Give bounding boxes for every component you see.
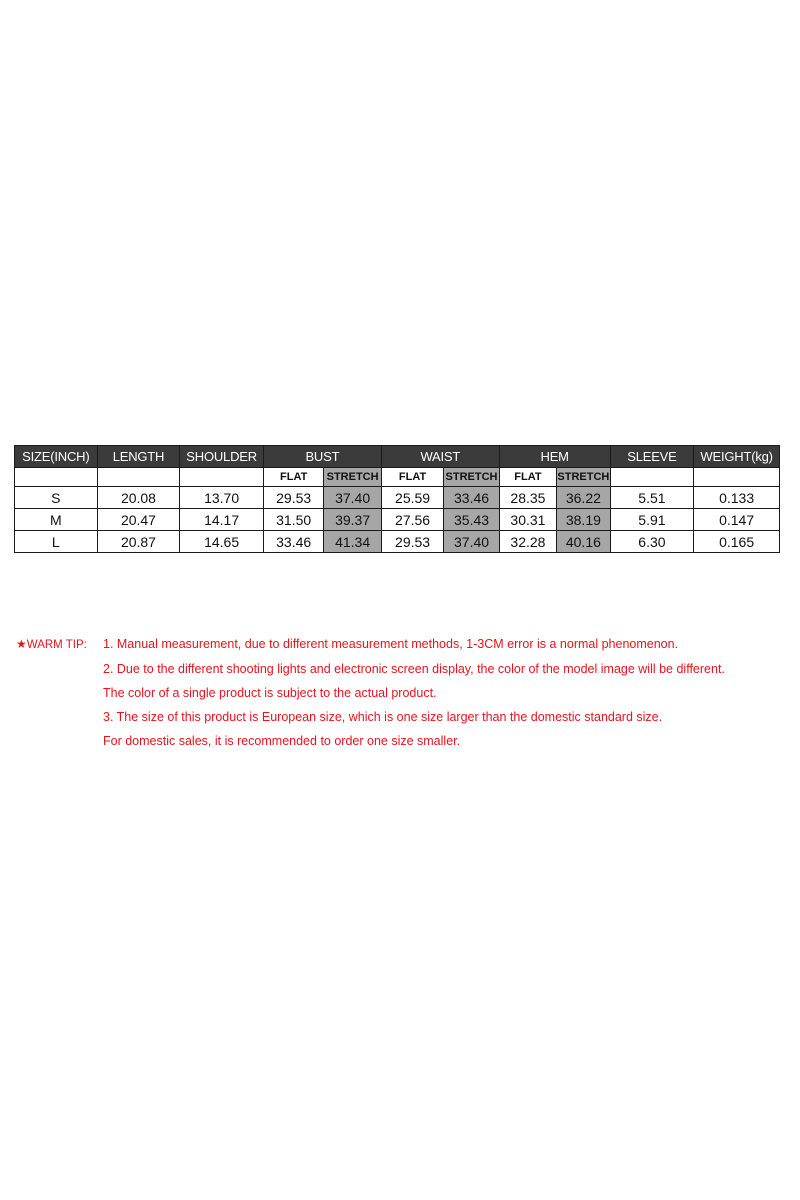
table-row <box>15 509 780 531</box>
subheader-waist-stretch: STRETCH <box>444 468 499 487</box>
subheader-hem-flat: FLAT <box>499 468 556 487</box>
header-shoulder: SHOULDER <box>180 446 264 468</box>
warm-tip-text: 3. The size of this product is European size, which is one size larger than the domestic standard size. <box>103 710 663 724</box>
warm-tip-line <box>16 705 796 729</box>
cell-length: 20.47 <box>97 509 180 531</box>
cell-size: S <box>15 487 98 509</box>
warm-tip-indent <box>16 729 103 753</box>
table-row <box>15 487 780 509</box>
cell-hem-flat: 28.35 <box>499 487 556 509</box>
header-waist: WAIST <box>381 446 499 468</box>
cell-size: M <box>15 509 98 531</box>
cell-length: 20.87 <box>97 531 180 553</box>
cell-bust-stretch: 41.34 <box>324 531 381 553</box>
header-hem: HEM <box>499 446 610 468</box>
table-subheader-row <box>15 468 780 487</box>
subheader-empty-cell <box>610 468 694 487</box>
cell-sleeve: 5.91 <box>610 509 694 531</box>
warm-tip-text: For domestic sales, it is recommended to order one size smaller. <box>103 734 461 748</box>
warm-tip-line <box>16 729 796 753</box>
cell-size: L <box>15 531 98 553</box>
subheader-bust-flat: FLAT <box>263 468 323 487</box>
cell-waist-flat: 25.59 <box>381 487 443 509</box>
subheader-empty-cell <box>694 468 780 487</box>
warm-tip-text: 1. Manual measurement, due to different measurement methods, 1-3CM error is a normal phenomenon. <box>103 637 679 651</box>
subheader-waist-flat: FLAT <box>381 468 443 487</box>
cell-sleeve: 6.30 <box>610 531 694 553</box>
warm-tip-text: 2. Due to the different shooting lights and electronic screen display, the color of the model image will be different. <box>103 662 725 676</box>
header-length: LENGTH <box>97 446 180 468</box>
cell-hem-stretch: 40.16 <box>557 531 610 553</box>
warm-tip-section <box>16 632 796 753</box>
table-row <box>15 531 780 553</box>
warm-tip-indent <box>16 705 103 729</box>
cell-bust-flat: 29.53 <box>263 487 323 509</box>
cell-waist-stretch: 33.46 <box>444 487 499 509</box>
cell-sleeve: 5.51 <box>610 487 694 509</box>
subheader-bust-stretch: STRETCH <box>324 468 381 487</box>
cell-weight: 0.133 <box>694 487 780 509</box>
header-weight: WEIGHT(kg) <box>694 446 780 468</box>
size-chart-table <box>14 445 780 553</box>
warm-tip-label-group <box>16 632 103 657</box>
subheader-empty-cell <box>15 468 98 487</box>
cell-waist-stretch: 37.40 <box>444 531 499 553</box>
cell-bust-flat: 33.46 <box>263 531 323 553</box>
subheader-empty-cell <box>180 468 264 487</box>
cell-hem-stretch: 36.22 <box>557 487 610 509</box>
warm-tip-indent <box>16 657 103 681</box>
cell-waist-stretch: 35.43 <box>444 509 499 531</box>
cell-hem-flat: 32.28 <box>499 531 556 553</box>
warm-tip-line <box>16 657 796 681</box>
warm-tip-text: The color of a single product is subject to the actual product. <box>103 686 437 700</box>
cell-weight: 0.147 <box>694 509 780 531</box>
cell-weight: 0.165 <box>694 531 780 553</box>
cell-bust-stretch: 39.37 <box>324 509 381 531</box>
subheader-empty-cell <box>97 468 180 487</box>
header-bust: BUST <box>263 446 381 468</box>
header-size: SIZE(INCH) <box>15 446 98 468</box>
cell-length: 20.08 <box>97 487 180 509</box>
table-header-row <box>15 446 780 468</box>
header-sleeve: SLEEVE <box>610 446 694 468</box>
cell-shoulder: 14.65 <box>180 531 264 553</box>
cell-hem-stretch: 38.19 <box>557 509 610 531</box>
cell-bust-flat: 31.50 <box>263 509 323 531</box>
cell-waist-flat: 29.53 <box>381 531 443 553</box>
subheader-hem-stretch: STRETCH <box>557 468 610 487</box>
cell-waist-flat: 27.56 <box>381 509 443 531</box>
cell-bust-stretch: 37.40 <box>324 487 381 509</box>
star-icon: ★ <box>16 637 27 651</box>
warm-tip-line <box>16 681 796 705</box>
warm-tip-line <box>16 632 796 657</box>
cell-hem-flat: 30.31 <box>499 509 556 531</box>
cell-shoulder: 13.70 <box>180 487 264 509</box>
cell-shoulder: 14.17 <box>180 509 264 531</box>
warm-tip-indent <box>16 681 103 705</box>
warm-tip-label: WARM TIP: <box>26 639 87 651</box>
